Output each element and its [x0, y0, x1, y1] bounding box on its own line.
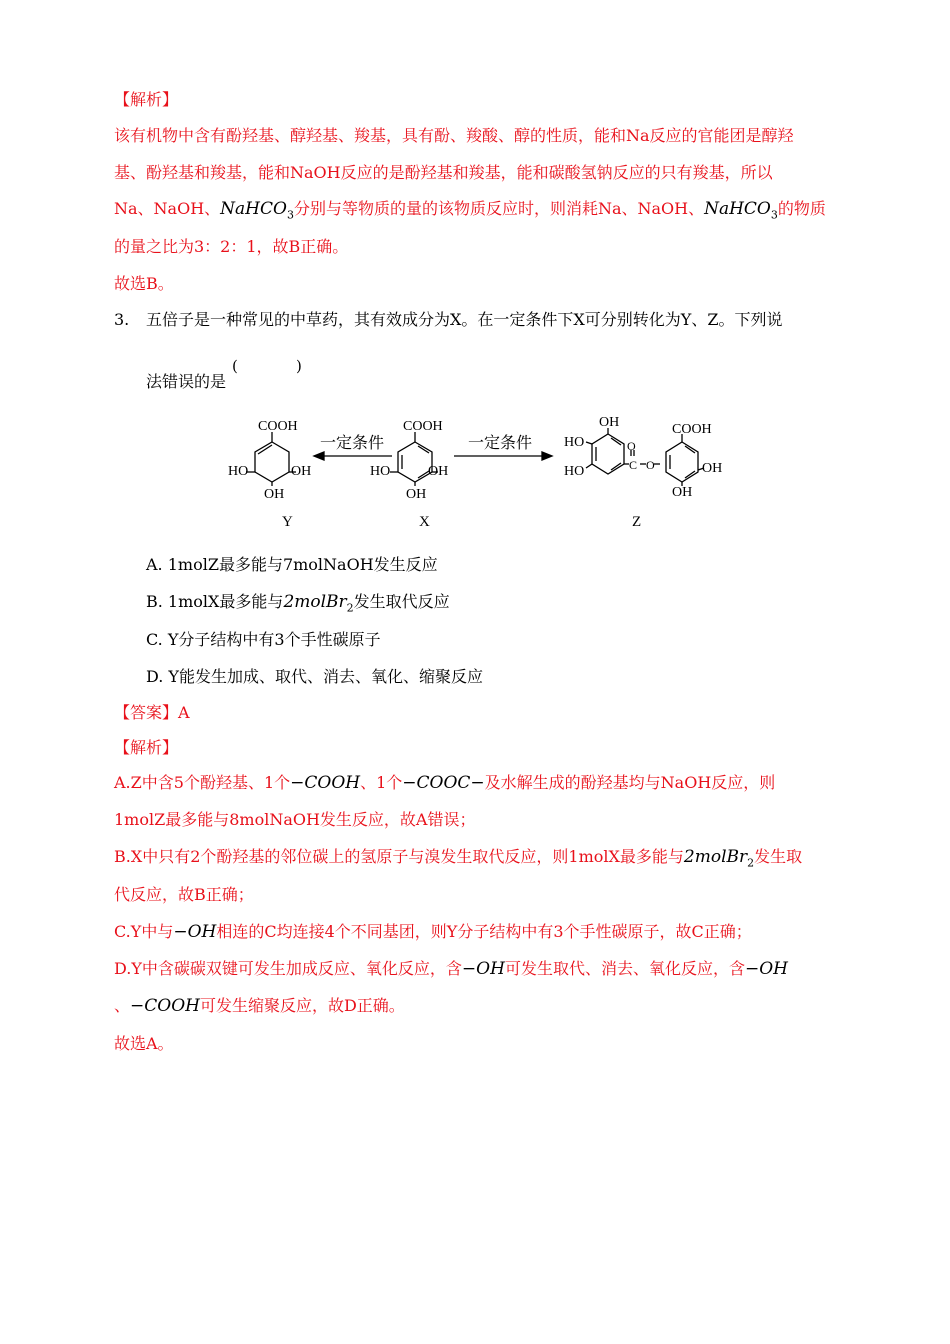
- question-stem-line-1: 五倍子是一种常见的中草药，其有效成分为X。在一定条件下X可分别转化为Y、Z。下列说: [146, 310, 783, 329]
- z-ho2-label: HO: [564, 464, 585, 479]
- formula-oh: −OH: [173, 922, 217, 942]
- analysis-a-line-1: [114, 772, 844, 794]
- x-ho-label: HO: [370, 464, 391, 479]
- formula-oh: −OH: [744, 959, 788, 979]
- text-segment: D.Y中含碳碳双键可发生加成反应、氧化反应，含: [114, 959, 462, 978]
- option-a: A. 1molZ最多能与7molNaOH发生反应: [146, 555, 438, 574]
- z-cooh-label: COOH: [672, 422, 712, 437]
- formula-cooc: −COOC−: [402, 773, 485, 793]
- analysis-c-line: [114, 921, 844, 943]
- z-ester-o-label: O: [646, 458, 655, 472]
- y-cooh-label: COOH: [258, 419, 298, 434]
- formula-nahco3: NaHCO$_3$: [220, 199, 294, 222]
- analysis-b-line-2: 代反应，故B正确；: [114, 885, 254, 904]
- text-segment: 、1个: [360, 773, 403, 792]
- text-segment: 可发生取代、消去、氧化反应，含: [504, 959, 745, 978]
- answer-paren-close: ): [296, 357, 302, 375]
- text-segment: 的物质: [777, 199, 826, 218]
- analysis-conclusion-2: 故选A。: [114, 1034, 174, 1053]
- arrow-right-label: 一定条件: [468, 435, 533, 452]
- text-segment: B. 1molX最多能与: [146, 592, 284, 611]
- arrow-left-head: [314, 452, 324, 460]
- compound-y-name: Y: [282, 514, 293, 530]
- question-stem-line-2: 法错误的是: [146, 372, 227, 391]
- text-segment: C.Y中与: [114, 922, 174, 941]
- text-segment: Na、NaOH、: [114, 199, 221, 218]
- formula-2molbr2: 2molBr$_2$: [683, 847, 755, 870]
- analysis-b-line-1: [114, 846, 844, 874]
- arrow-right-head: [542, 452, 552, 460]
- x-oh-right-label: OH: [428, 464, 449, 479]
- z-oh-top-label: OH: [599, 415, 620, 430]
- y-ring: [255, 442, 289, 482]
- compound-z-name: Z: [632, 514, 642, 530]
- z-right-ring: [666, 442, 698, 482]
- x-ring: [398, 442, 432, 482]
- formula-oh: −OH: [461, 959, 505, 979]
- compound-x-name: X: [419, 514, 430, 530]
- z-oh-right-label: OH: [702, 461, 723, 476]
- text-segment: 发生取: [754, 847, 803, 866]
- analysis-label-2: 【解析】: [114, 738, 179, 757]
- analysis-text-line-3: [114, 198, 844, 226]
- reaction-diagram: [222, 412, 742, 532]
- formula-nahco3: NaHCO$_3$: [704, 199, 778, 222]
- analysis-d-line-1: [114, 958, 844, 980]
- z-carbon-label: C: [629, 458, 638, 472]
- z-ho1-label: HO: [564, 435, 585, 450]
- answer-label: 【答案】A: [114, 703, 190, 722]
- option-c: C. Y分子结构中有3个手性碳原子: [146, 630, 381, 649]
- text-segment: 分别与等物质的量的该物质反应时，则消耗Na、NaOH、: [293, 199, 705, 218]
- text-segment: 相连的C均连接4个不同基团，则Y分子结构中有3个手性碳原子，故C正确；: [216, 922, 752, 941]
- text-segment: A.Z中含5个酚羟基、1个: [114, 773, 291, 792]
- z-left-ring: [592, 434, 624, 474]
- y-oh-right-label: OH: [291, 464, 312, 479]
- text-segment: 发生取代反应: [353, 592, 450, 611]
- text-segment: 可发生缩聚反应，故D正确。: [199, 996, 405, 1015]
- text-segment: 、: [114, 996, 131, 1015]
- y-ho-label: HO: [228, 464, 249, 479]
- option-d: D. Y能发生加成、取代、消去、氧化、缩聚反应: [146, 667, 483, 686]
- analysis-conclusion: 故选B。: [114, 274, 174, 293]
- formula-2molbr2: 2molBr$_2$: [283, 592, 354, 615]
- arrow-left-label: 一定条件: [320, 435, 385, 452]
- question-number: 3.: [114, 310, 130, 329]
- z-bond-ho2: [586, 464, 592, 468]
- answer-paren-open: (: [232, 357, 238, 375]
- text-segment: B.X中只有2个酚羟基的邻位碳上的氢原子与溴发生取代反应，则1molX最多能与: [114, 847, 684, 866]
- analysis-text-line-1: 该有机物中含有酚羟基、醇羟基、羧基，具有酚、羧酸、醇的性质，能和Na反应的官能团是醇羟: [114, 126, 794, 145]
- x-cooh-label: COOH: [403, 419, 443, 434]
- z-oh-bottom-label: OH: [672, 485, 693, 500]
- analysis-a-line-2: 1molZ最多能与8molNaOH发生反应，故A错误；: [114, 810, 476, 829]
- option-b: [146, 591, 876, 619]
- x-oh-bottom-label: OH: [406, 487, 427, 502]
- y-oh-bottom-label: OH: [264, 487, 285, 502]
- text-segment: 及水解生成的酚羟基均与NaOH反应，则: [484, 773, 776, 792]
- formula-cooh: −COOH: [130, 996, 200, 1016]
- z-bond-ho1: [586, 442, 592, 444]
- analysis-d-line-2: [114, 995, 844, 1017]
- formula-cooh: −COOH: [290, 773, 361, 793]
- analysis-text-line-4: 的量之比为3：2：1，故B正确。: [114, 237, 349, 256]
- z-carbonyl-o-label: O: [627, 439, 636, 453]
- analysis-text-line-2: 基、酚羟基和羧基，能和NaOH反应的是酚羟基和羧基，能和碳酸氢钠反应的只有羧基，所以: [114, 163, 773, 182]
- analysis-label: 【解析】: [114, 90, 179, 109]
